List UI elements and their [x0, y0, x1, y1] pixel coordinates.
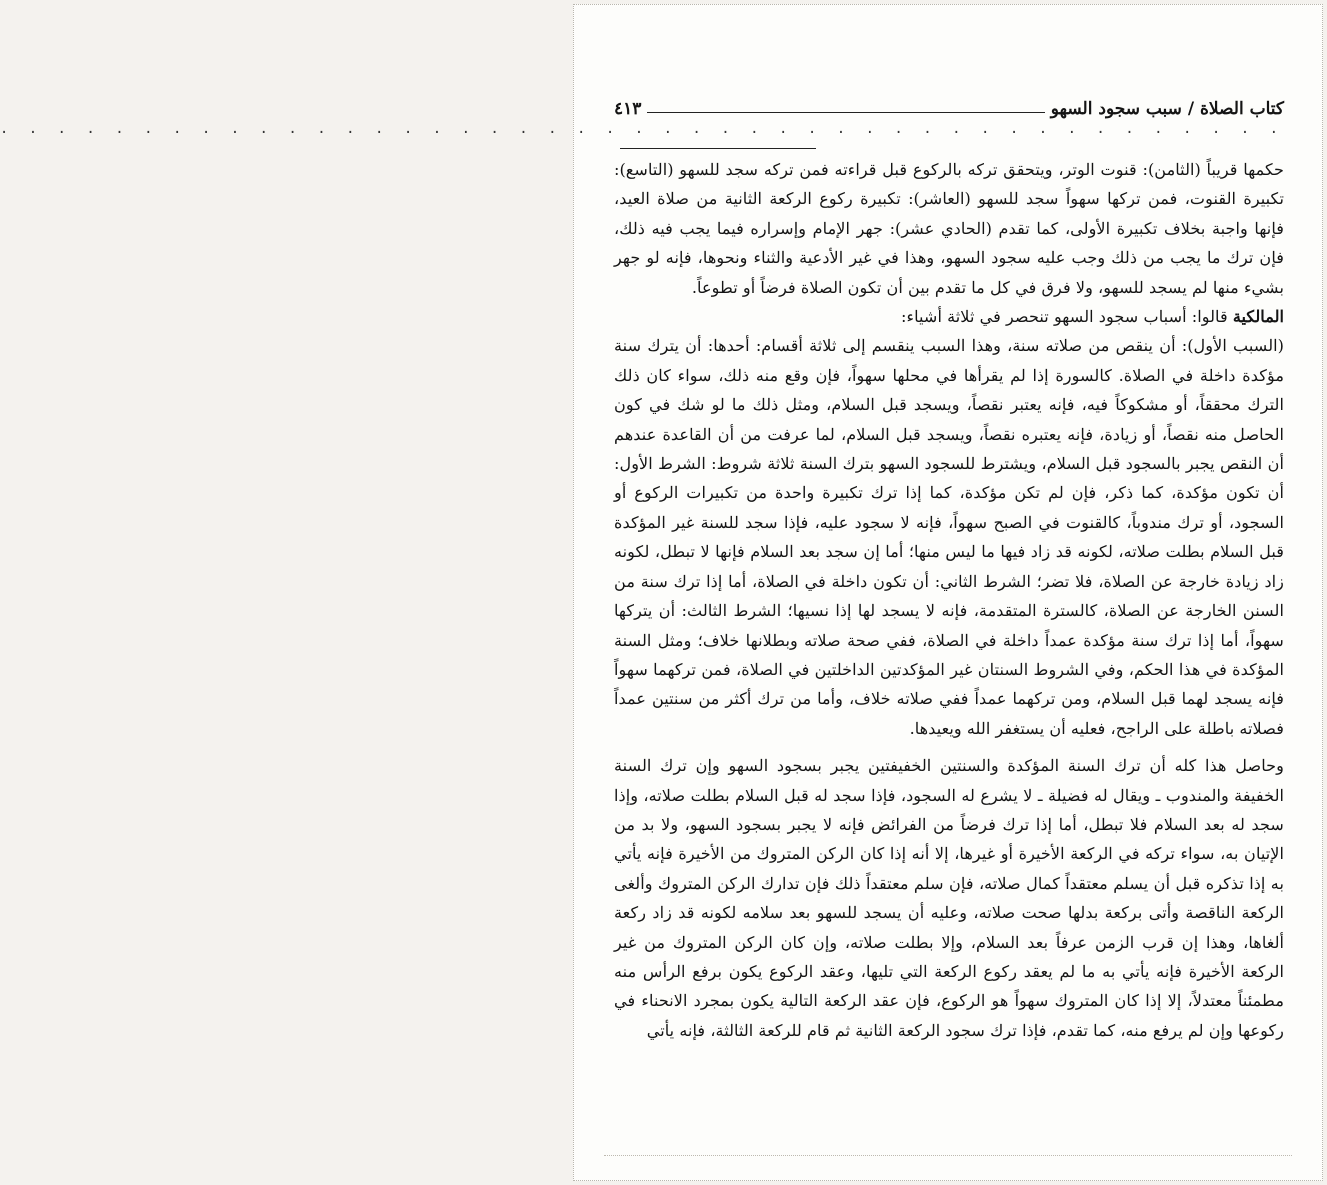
- maliki-intro-text: قالوا: أسباب سجود السهو تنحصر في ثلاثة أشياء:: [901, 307, 1233, 327]
- paragraph-gap: [614, 743, 1284, 751]
- running-title: كتاب الصلاة / سبب سجود السهو: [1050, 99, 1284, 119]
- paragraph-summary: وحاصل هذا كله أن ترك السنة المؤكدة والسنتين الخفيفتين يجبر بسجود السهو وإن ترك السنة الخفيفة والمندوب ـ ويقال له فضيلة ـ لا يشرع له السجود، فإذا سجد له قبل السلام بطلت صلاته، وإذا سجد له بعد السلام فلا تبطل، أما إذا ترك فرضاً من الفرائض فإنه لا يجبر بسجود السهو، ولا بد من الإتيان به، سواء تركه في الركعة الأخيرة أو غيرها، إلا أنه إذا كان الركن المتروك من الأخيرة فإنه يأتي به إذا تذكره قبل أن يسلم معتقداً كمال صلاته، فإن سلم معتقداً ذلك فإن تدارك الركن المتروك وألغى الركعة الناقصة وأتى بركعة بدلها صحت صلاته، وعليه أن يسجد للسهو بعد سلامه لكونه قد زاد ركعة ألغاها، وهذا إن قرب الزمن عرفاً بعد السلام، وإلا بطلت صلاته، وإن كان الركن المتروك من غير الركعة الأخيرة فإنه يأتي به ما لم يعقد ركوع الركعة التي تليها، وعقد الركوع يكون برفع الرأس منه مطمئناً معتدلاً، إلا إذا كان المتروك سهواً هو الركوع، فإن عقد الركعة التالية يكون بمجرد الانحناء في ركوعها وإن لم يرفع منه، كما تقدم، فإذا ترك سجود الركعة الثانية ثم قام للركعة الثالثة، فإنه يأتي: [614, 756, 1284, 1040]
- page-number: ٤١٣: [614, 99, 642, 119]
- paragraph-maliki-intro: [614, 302, 1284, 331]
- book-page: [0, 4, 1323, 1181]
- school-name-maliki: المالكية: [1232, 307, 1284, 327]
- paragraph-first-cause: (السبب الأول): أن ينقص من صلاته سنة، وهذا السبب ينقسم إلى ثلاثة أقسام: أحدها: أن يترك سنة مؤكدة داخلة في الصلاة. كالسورة إذا لم يقرأها في محلها سهواً، فإن وقع منه ذلك، سواء كان ذلك الترك محققاً، أو مشكوكاً فيه، فإنه يعتبر نقصاً، ويسجد قبل السلام، ومثل ذلك ما لو شك في كون الحاصل منه نقصاً، أو زيادة، فإنه يعتبره نقصاً، ويسجد قبل السلام، لما عرفت من أن القاعدة عندهم أن النقص يجبر بالسجود قبل السلام، ويشترط للسجود السهو بترك السنة ثلاثة شروط: الشرط الأول: أن تكون مؤكدة، كما ذكر، فإن لم تكن مؤكدة، كما إذا ترك تكبيرة واحدة من تكبيرات الركوع أو السجود، أو ترك مندوباً، كالقنوت في الصبح سهواً، فإنه لا سجود عليه، فإذا سجد للسنة غير المؤكدة قبل السلام بطلت صلاته، لكونه قد زاد فيها ما ليس منها؛ أما إن سجد بعد السلام فإنها لا تبطل، لكونه زاد زيادة خارجة عن الصلاة، فلا تضر؛ الشرط الثاني: أن تكون داخلة في الصلاة، أما إذا ترك سنة من السنن الخارجة عن الصلاة، كالسترة المتقدمة، فإنه لا يسجد لها إذا نسيها؛ الشرط الثالث: أن يتركها سهواً، أما إذا ترك سنة مؤكدة عمداً داخلة في الصلاة، ففي صحة صلاته وبطلانها خلاف؛ ومثل السنة المؤكدة في هذا الحكم، وفي الشروط السنتان غير المؤكدتين الداخلتين في الصلاة، فمن تركهما سهواً فإنه يسجد لهما قبل السلام، ومن تركهما عمداً ففي صلاته خلاف، وأما من ترك أكثر من سنتين عمداً فصلاته باطلة على الراجح، فعليه أن يستغفر الله ويعيدها.: [614, 336, 1284, 738]
- page-header: [614, 89, 1284, 119]
- paragraph-hanafi-continuation: حكمها قريباً (الثامن): قنوت الوتر، ويتحقق تركه بالركوع قبل قراءته فمن تركه سجد للسهو (التاسع): تكبيرة القنوت، فمن تركها سهواً سجد للسهو (العاشر): تكبيرة ركوع الركعة الثانية من صلاة العيد، فإنها واجبة بخلاف تكبيرة الأولى، كما تقدم (الحادي عشر): جهر الإمام وإسراره فيما يجب فيه ذلك، فإن ترك ما يجب من ذلك وجب عليه سجود السهو، وهذا في غير الأدعية والثناء ونحوها، فإنه لو جهر بشيء منها لم يسجد للسهو، ولا فرق في كل ما تقدم بين أن تكون الصلاة فرضاً أو تطوعاً.: [614, 160, 1284, 297]
- bottom-border: [604, 1155, 1292, 1162]
- dotted-divider: . . . . . . . . . . . . . . . . . . . . . . . . . . . . . . . . . . . . . . . . . . . . .: [0, 121, 1284, 137]
- header-rule: [647, 112, 1044, 113]
- page-body: [614, 155, 1284, 1045]
- footnote-separator: [620, 148, 816, 149]
